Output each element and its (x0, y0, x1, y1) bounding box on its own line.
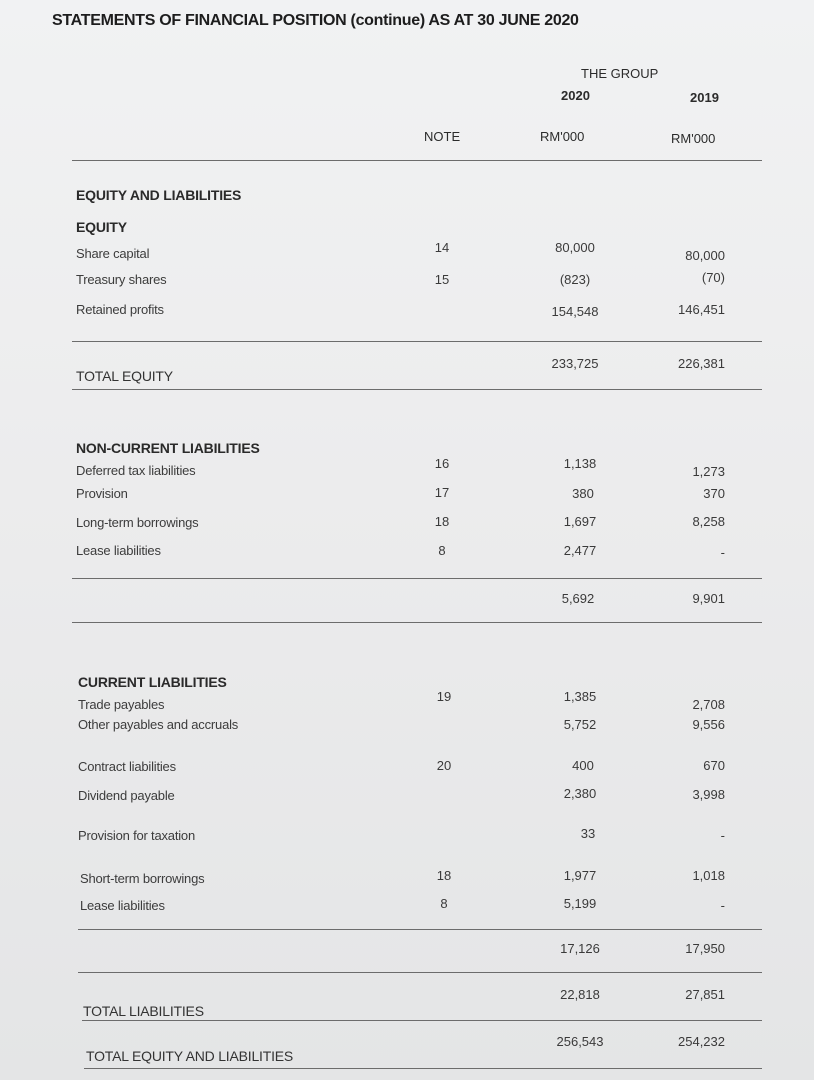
statement-title: STATEMENTS OF FINANCIAL POSITION (continue) AS AT 30 JUNE 2020 (52, 12, 579, 29)
current-total-rule (78, 972, 762, 973)
row-label-provision-taxation: Provision for taxation (78, 828, 195, 843)
row-2019-dividend-payable: 3,998 (692, 787, 725, 802)
row-label-other-payables: Other payables and accruals (78, 717, 239, 732)
row-2020-deferred-tax: 1,138 (563, 456, 597, 471)
non-current-total-2020: 5,692 (561, 591, 595, 606)
row-label-dividend-payable: Dividend payable (78, 788, 175, 803)
row-2020-other-payables: 5,752 (563, 717, 597, 732)
row-2019-long-term-borrowings: 8,258 (692, 514, 725, 529)
row-2020-long-term-borrowings: 1,697 (563, 514, 597, 529)
row-label-provision: Provision (76, 486, 128, 501)
row-2020-treasury-shares: (823) (559, 272, 591, 287)
row-2020-provision: 380 (572, 486, 594, 501)
unit-2020-header: RM'000 (540, 129, 585, 144)
row-label-long-term-borrowings: Long-term borrowings (76, 515, 199, 530)
row-note-deferred-tax: 16 (434, 456, 450, 471)
non-current-subtotal-rule (72, 578, 762, 579)
total-equity-liabilities-2020: 256,543 (556, 1034, 604, 1049)
total-equity-liabilities-label: TOTAL EQUITY AND LIABILITIES (86, 1048, 294, 1064)
row-2020-provision-taxation: 33 (580, 826, 596, 841)
total-liabilities-label: TOTAL LIABILITIES (83, 1003, 204, 1019)
row-2020-trade-payables: 1,385 (563, 689, 597, 704)
row-note-trade-payables: 19 (436, 689, 452, 704)
total-liabilities-rule (82, 1020, 762, 1021)
group-header: THE GROUP (581, 66, 659, 81)
current-total-2020: 17,126 (560, 941, 600, 956)
row-2019-trade-payables: 2,708 (692, 697, 725, 712)
row-2020-contract-liabilities: 400 (572, 758, 594, 773)
row-2020-retained-profits: 154,548 (551, 304, 599, 319)
total-equity-2019: 226,381 (678, 356, 725, 371)
row-2020-short-term-borrowings: 1,977 (563, 868, 597, 883)
row-label-retained-profits: Retained profits (76, 302, 164, 317)
equity-liabilities-heading: EQUITY AND LIABILITIES (76, 187, 242, 203)
row-2019-retained-profits: 146,451 (678, 302, 725, 317)
row-label-share-capital: Share capital (76, 246, 150, 261)
total-equity-liabilities-2019: 254,232 (678, 1034, 725, 1049)
unit-2019-header: RM'000 (671, 131, 716, 146)
row-2020-dividend-payable: 2,380 (563, 786, 597, 801)
row-2020-lease-liabilities-nc: 2,477 (563, 543, 597, 558)
row-note-treasury-shares: 15 (434, 272, 450, 287)
grand-total-rule (84, 1068, 762, 1069)
total-equity-rule (72, 389, 762, 390)
row-note-short-term-borrowings: 18 (436, 868, 452, 883)
row-label-short-term-borrowings: Short-term borrowings (80, 871, 205, 886)
row-2019-other-payables: 9,556 (692, 717, 725, 732)
note-header: NOTE (424, 129, 461, 144)
equity-heading: EQUITY (76, 219, 127, 235)
row-2019-provision-taxation: - (720, 828, 725, 843)
row-note-contract-liabilities: 20 (436, 758, 452, 773)
current-liabilities-heading: CURRENT LIABILITIES (78, 674, 227, 690)
header-rule (72, 160, 762, 161)
row-note-share-capital: 14 (434, 240, 450, 255)
non-current-total-rule (72, 622, 762, 623)
row-2019-short-term-borrowings: 1,018 (692, 868, 725, 883)
row-note-lease-liabilities-nc: 8 (438, 543, 446, 558)
total-equity-label: TOTAL EQUITY (76, 368, 173, 384)
row-label-treasury-shares: Treasury shares (76, 272, 167, 287)
row-note-provision: 17 (434, 485, 450, 500)
row-label-lease-liabilities-c: Lease liabilities (80, 898, 165, 913)
current-subtotal-rule (78, 929, 762, 930)
row-2019-provision: 370 (703, 486, 725, 501)
total-liabilities-2019: 27,851 (685, 987, 725, 1002)
row-2019-share-capital: 80,000 (685, 248, 725, 263)
year-2020-header: 2020 (561, 88, 590, 103)
row-2020-share-capital: 80,000 (555, 240, 595, 255)
row-label-trade-payables: Trade payables (78, 697, 165, 712)
row-label-deferred-tax: Deferred tax liabilities (76, 463, 196, 478)
row-note-long-term-borrowings: 18 (434, 514, 450, 529)
non-current-liabilities-heading: NON-CURRENT LIABILITIES (76, 440, 260, 456)
row-2019-lease-liabilities-c: - (720, 898, 725, 913)
row-2019-lease-liabilities-nc: - (720, 545, 725, 560)
non-current-total-2019: 9,901 (692, 591, 725, 606)
total-equity-2020: 233,725 (551, 356, 599, 371)
row-label-lease-liabilities-nc: Lease liabilities (76, 543, 161, 558)
row-2019-treasury-shares: (70) (701, 270, 725, 285)
year-2019-header: 2019 (690, 90, 719, 105)
row-2019-deferred-tax: 1,273 (692, 464, 725, 479)
equity-subtotal-rule (72, 341, 762, 342)
row-label-contract-liabilities: Contract liabilities (78, 759, 176, 774)
total-liabilities-2020: 22,818 (560, 987, 600, 1002)
row-2020-lease-liabilities-c: 5,199 (563, 896, 597, 911)
current-total-2019: 17,950 (685, 941, 725, 956)
row-note-lease-liabilities-c: 8 (440, 896, 448, 911)
row-2019-contract-liabilities: 670 (703, 758, 725, 773)
